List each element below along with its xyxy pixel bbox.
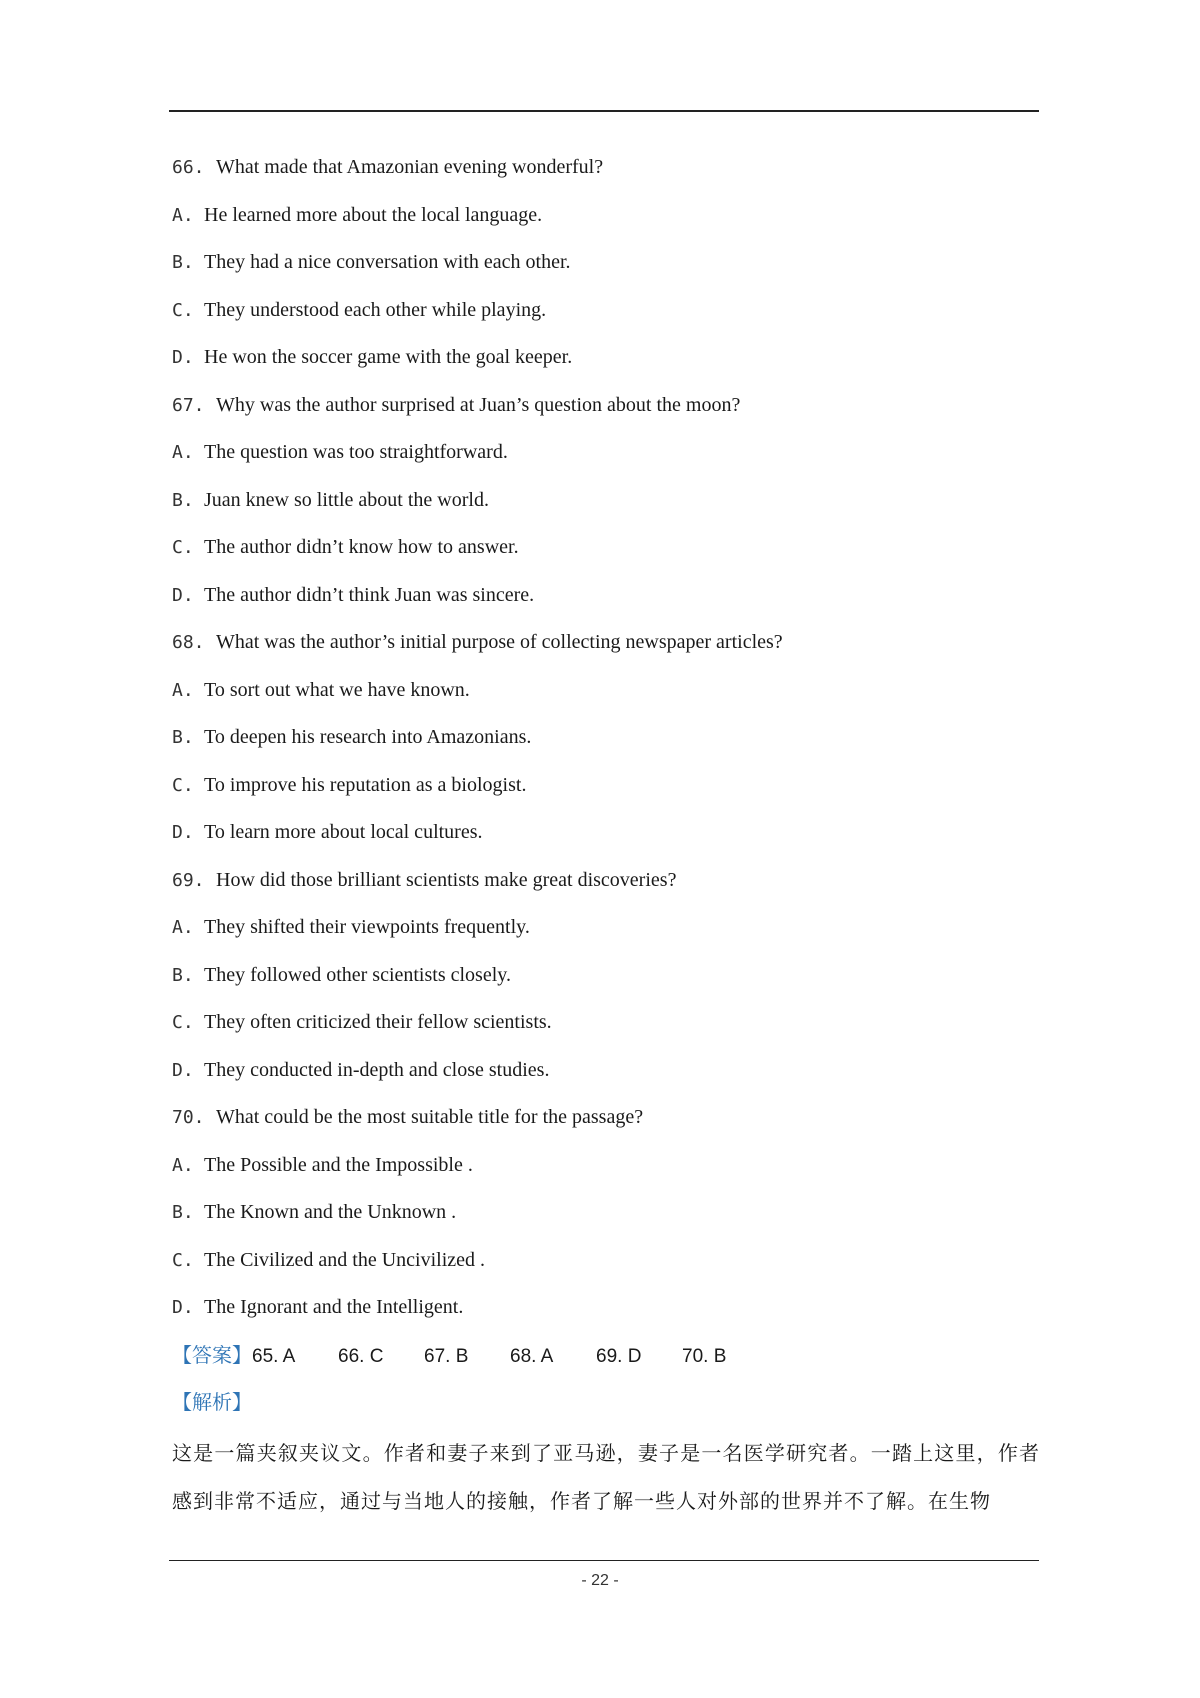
option-letter: A. <box>172 1154 194 1176</box>
option-letter: A. <box>172 442 194 463</box>
option-letter: C. <box>172 774 194 796</box>
option-text: The question was too straightforward. <box>204 441 508 463</box>
question-67 <box>172 382 1040 430</box>
option-67-c <box>172 524 1040 572</box>
option-text: The Civilized and the Uncivilized . <box>204 1248 486 1271</box>
option-69-c <box>172 999 1040 1047</box>
option-66-d <box>172 334 1040 382</box>
answer-item: 67. B <box>424 1345 469 1367</box>
option-66-a <box>172 192 1040 240</box>
option-68-c <box>172 762 1040 810</box>
option-letter: D. <box>172 347 194 368</box>
option-66-b <box>172 239 1040 287</box>
option-letter: A. <box>172 679 194 701</box>
option-67-b <box>172 477 1040 525</box>
option-text: The author didn’t think Juan was sincere. <box>204 583 535 606</box>
option-69-d <box>172 1047 1040 1095</box>
analysis-paragraph: 这是一篇夹叙夹议文。作者和妻子来到了亚马逊，妻子是一名医学研究者。一踏上这里，作者感到非常不适应，通过与当地人的接触，作者了解一些人对外部的世界并不了解。在生物 <box>172 1440 1040 1513</box>
option-70-c <box>172 1237 1040 1285</box>
option-text: They had a nice conversation with each other. <box>204 251 571 273</box>
option-letter: C. <box>172 1012 194 1033</box>
option-letter: D. <box>172 584 194 606</box>
question-number: 69. <box>172 869 205 891</box>
question-text: What could be the most suitable title for the passage? <box>216 1106 644 1128</box>
answer-item: 66. C <box>338 1345 384 1367</box>
option-text: The Possible and the Impossible . <box>204 1153 473 1176</box>
option-text: The Known and the Unknown . <box>204 1201 457 1223</box>
option-68-a <box>172 667 1040 715</box>
option-text: They often criticized their fellow scientists. <box>204 1011 552 1033</box>
question-68 <box>172 619 1040 667</box>
option-68-b <box>172 714 1040 762</box>
option-letter: B. <box>172 1202 194 1223</box>
option-text: To deepen his research into Amazonians. <box>204 726 532 748</box>
option-67-a <box>172 429 1040 477</box>
option-letter: A. <box>172 917 194 938</box>
answer-item: 68. A <box>510 1345 554 1367</box>
question-70 <box>172 1094 1040 1142</box>
analysis-heading <box>172 1379 1040 1427</box>
page-content <box>172 144 1040 1525</box>
answer-item: 65. A <box>252 1345 296 1367</box>
option-letter: D. <box>172 822 194 843</box>
option-text: He learned more about the local language. <box>204 203 543 226</box>
analysis-label: 【解析】 <box>172 1390 252 1414</box>
option-70-d <box>172 1284 1040 1332</box>
question-number: 70. <box>172 1107 205 1128</box>
answer-key <box>172 1332 1040 1380</box>
header-rule <box>169 110 1039 112</box>
question-69 <box>172 857 1040 905</box>
option-text: They followed other scientists closely. <box>204 963 511 986</box>
option-letter: B. <box>172 489 194 511</box>
option-letter: C. <box>172 1249 194 1271</box>
question-number: 67. <box>172 394 205 416</box>
option-69-b <box>172 952 1040 1000</box>
answer-item: 70. B <box>682 1345 727 1367</box>
question-66 <box>172 144 1040 192</box>
option-66-c <box>172 287 1040 335</box>
option-text: To improve his reputation as a biologist. <box>204 773 527 796</box>
option-letter: C. <box>172 537 194 558</box>
option-letter: C. <box>172 299 194 321</box>
option-text: To learn more about local cultures. <box>204 821 483 843</box>
question-text: How did those brilliant scientists make great discoveries? <box>216 868 677 891</box>
question-text: Why was the author surprised at Juan’s question about the moon? <box>216 393 741 416</box>
option-text: He won the soccer game with the goal keeper. <box>204 346 573 368</box>
question-text: What was the author’s initial purpose of collecting newspaper articles? <box>216 631 783 653</box>
option-text: They understood each other while playing. <box>204 298 547 321</box>
answer-item: 69. D <box>596 1345 642 1367</box>
option-69-a <box>172 904 1040 952</box>
footer-rule <box>169 1560 1039 1561</box>
question-number: 68. <box>172 632 205 653</box>
option-70-b <box>172 1189 1040 1237</box>
page-number: - 22 - <box>581 1572 619 1589</box>
option-70-a <box>172 1142 1040 1190</box>
option-letter: A. <box>172 204 194 226</box>
option-letter: D. <box>172 1297 194 1318</box>
option-text: The Ignorant and the Intelligent. <box>204 1296 464 1318</box>
question-number: 66. <box>172 157 205 178</box>
option-text: Juan knew so little about the world. <box>204 488 489 511</box>
option-text: They conducted in-depth and close studies. <box>204 1058 550 1081</box>
option-text: The author didn’t know how to answer. <box>204 536 519 558</box>
option-letter: D. <box>172 1059 194 1081</box>
answer-label: 【答案】 <box>172 1342 252 1367</box>
option-68-d <box>172 809 1040 857</box>
option-text: They shifted their viewpoints frequently. <box>204 916 530 938</box>
option-letter: B. <box>172 252 194 273</box>
option-letter: B. <box>172 727 194 748</box>
option-letter: B. <box>172 964 194 986</box>
option-text: To sort out what we have known. <box>204 678 470 701</box>
option-67-d <box>172 572 1040 620</box>
question-text: What made that Amazonian evening wonderful? <box>216 156 604 178</box>
